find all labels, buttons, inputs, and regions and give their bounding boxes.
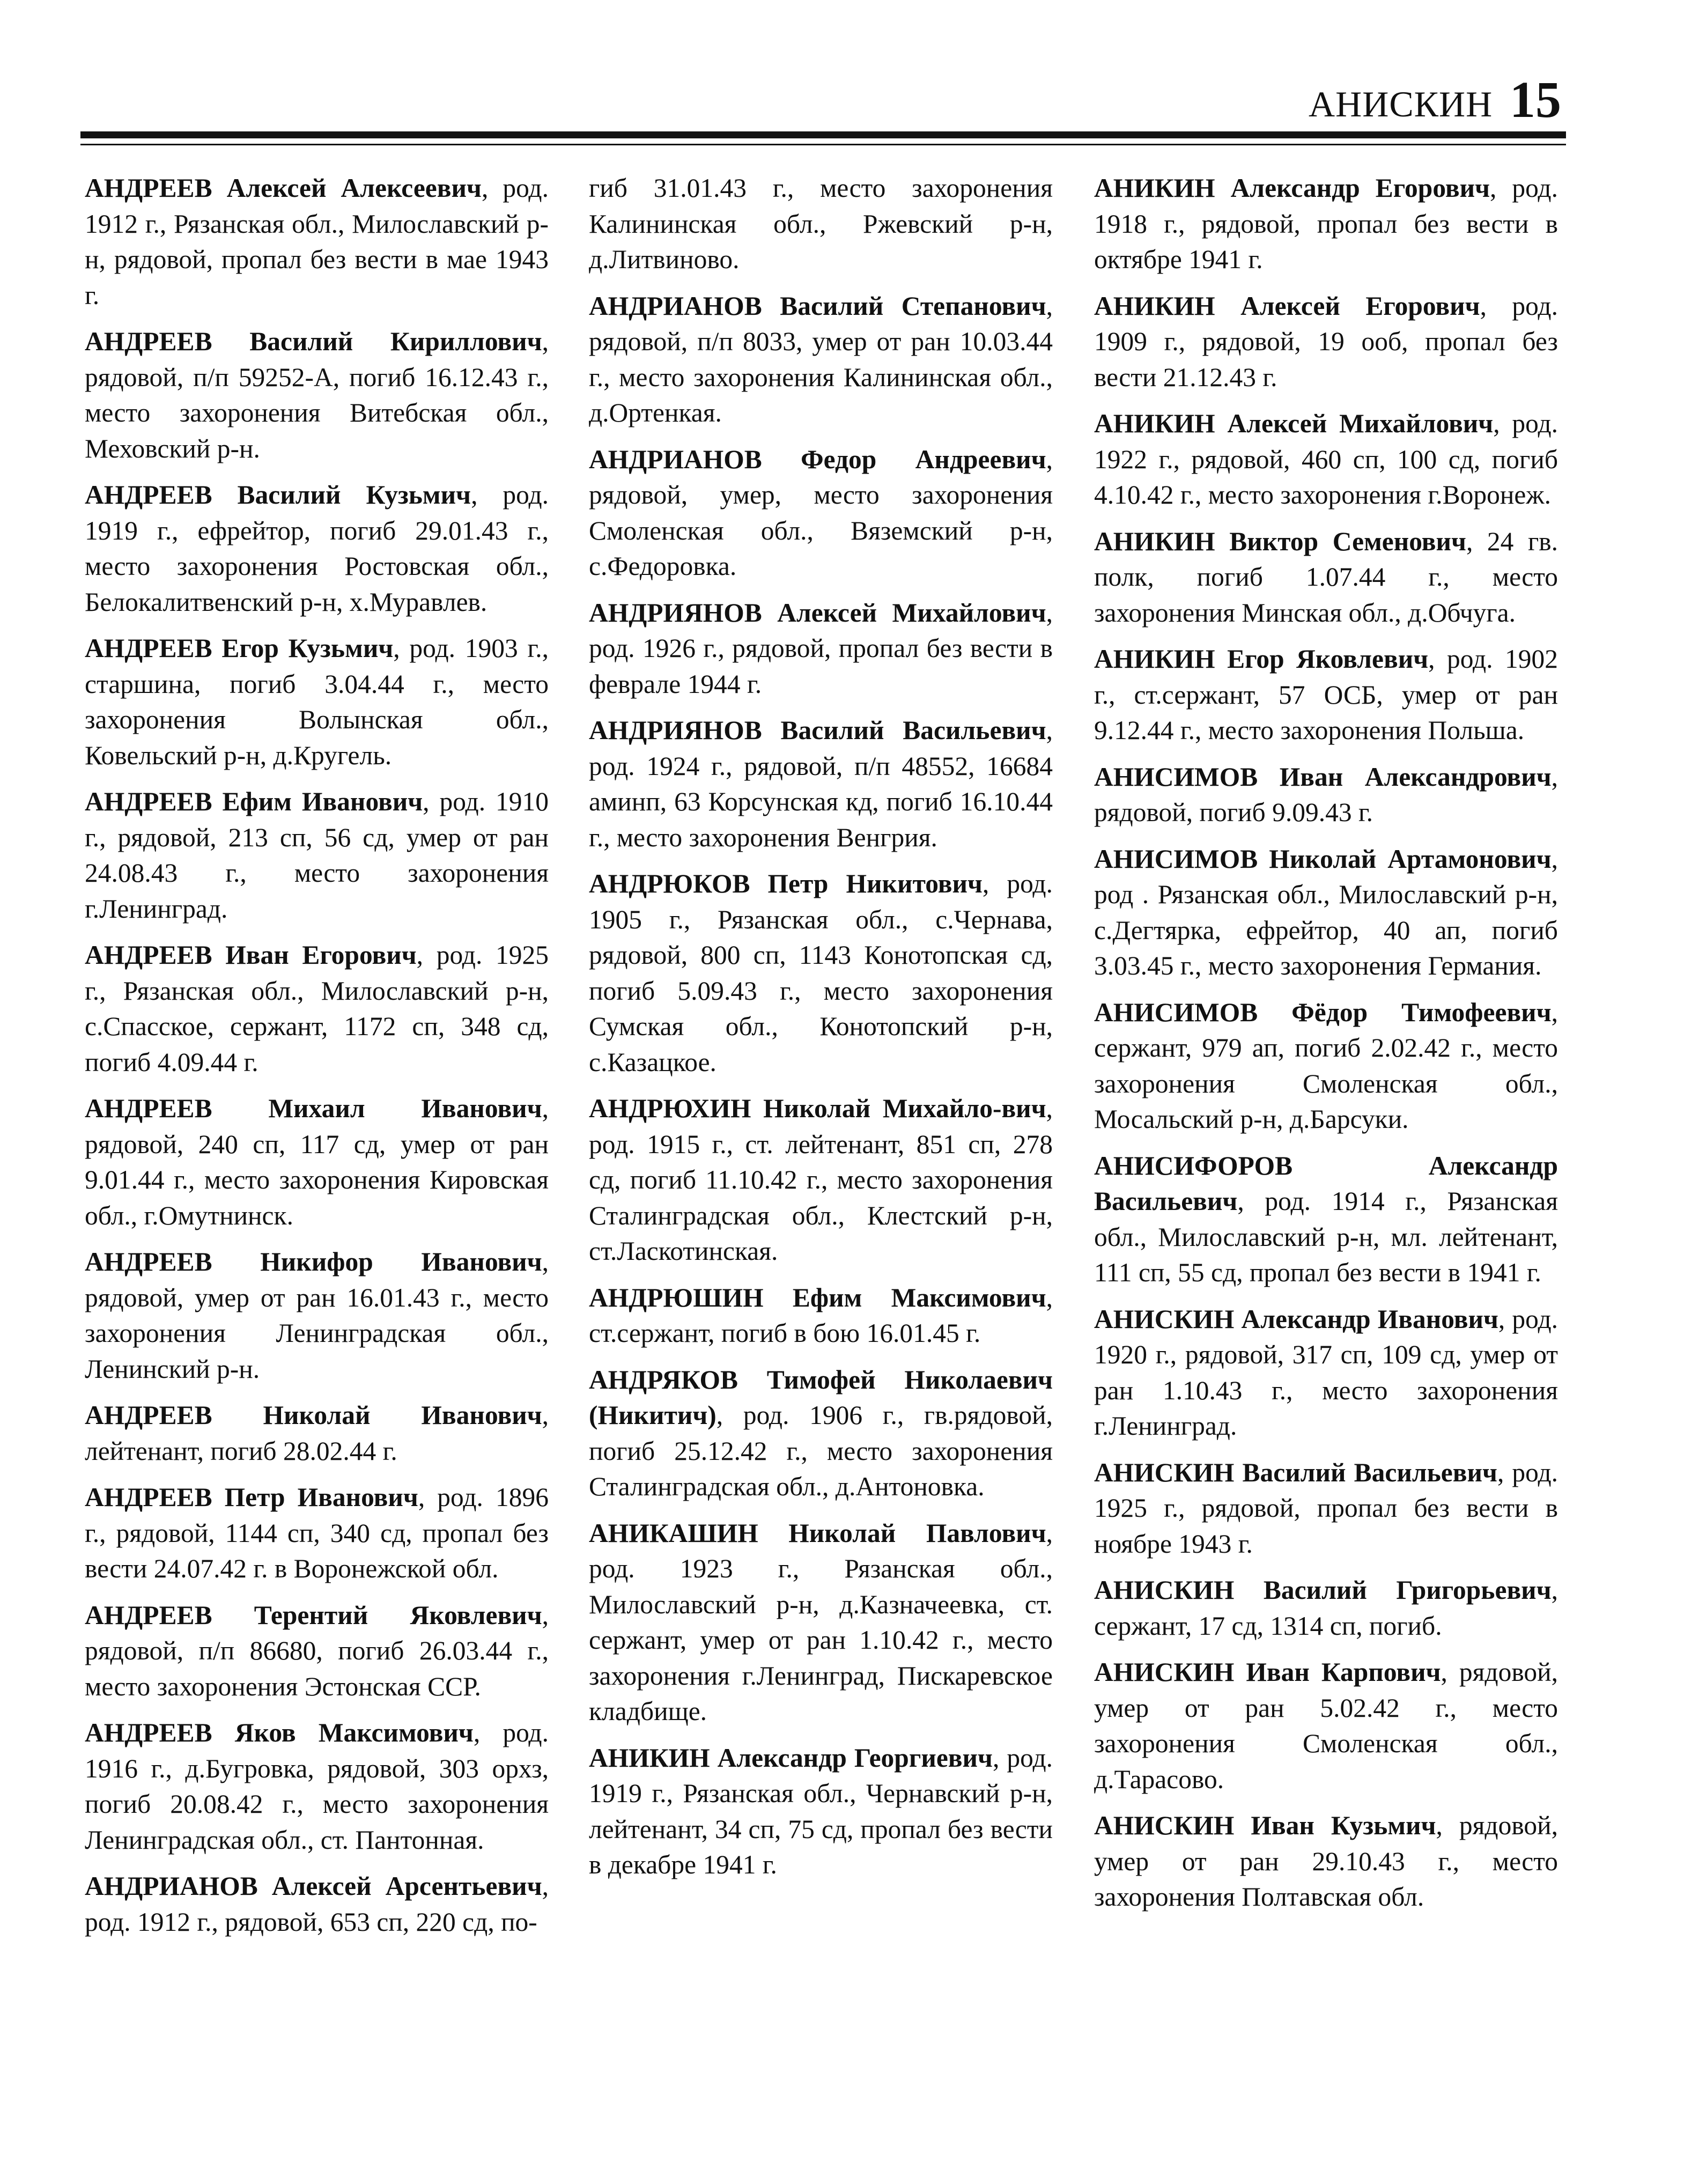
person-name: АНДРЕЕВ Алексей Алексеевич (85, 173, 482, 203)
list-item (1094, 1455, 1558, 1562)
record-details: , род. 1915 г., ст. лейтенант, 851 сп, 278 сд, погиб 11.10.42 г., место захоронения Сталинградская обл., Клестский р-н, ст.Ласкотинская. (589, 1094, 1053, 1266)
record-details: , род. 1922 г., рядовой, 460 сп, 100 сд, погиб 4.10.42 г., место захоронения г.Воронеж. (1094, 409, 1558, 510)
header-rule-thin (80, 144, 1566, 145)
record-details: , род. 1920 г., рядовой, 317 сп, 109 сд, умер от ран 1.10.43 г., место захоронения г.Ленинград. (1094, 1304, 1558, 1441)
person-name: АНИСКИН Иван Карпович (1094, 1657, 1441, 1687)
record-details: , рядовой, п/п 86680, погиб 26.03.44 г., место захоронения Эстонская ССР. (85, 1600, 549, 1701)
person-name: АНИСИФОРОВ Александр Васильевич (1094, 1150, 1558, 1216)
record-details: , род. 1906 г., гв.рядовой, погиб 25.12.42 г., место захоронения Сталинградская обл., д.Антоновка. (589, 1400, 1053, 1501)
person-name: АНДРИАНОВ Федор Андреевич (589, 444, 1046, 474)
person-name: АНИКИН Алексей Егорович (1094, 291, 1480, 321)
person-name: АНДРЮХИН Николай Михайло-вич (589, 1094, 1046, 1123)
record-details: , род. 1912 г., рядовой, 653 сп, 220 сд, по- (85, 1871, 549, 1937)
person-name: АНДРИАНОВ Василий Степанович (589, 291, 1046, 321)
header-title: АНИСКИН (1309, 84, 1493, 124)
record-details: , род. 1896 г., рядовой, 1144 сп, 340 сд, пропал без вести 24.07.42 г. в Воронежской обл. (85, 1482, 549, 1583)
person-name: АНИКИН Егор Яковлевич (1094, 644, 1429, 674)
person-name: АНИСКИН Александр Иванович (1094, 1304, 1498, 1334)
list-item (85, 1715, 549, 1858)
person-name: АНИСИМОВ Иван Александрович (1094, 762, 1552, 792)
person-name: АНДРЕЕВ Яков Максимович (85, 1718, 474, 1747)
person-name: АНДРЕЕВ Михаил Иванович (85, 1094, 542, 1123)
record-details: , сержант, 17 сд, 1314 сп, погиб. (1094, 1575, 1558, 1641)
list-item (589, 713, 1053, 855)
column-2 (589, 171, 1053, 1894)
person-name: АНДРЕЕВ Петр Иванович (85, 1482, 418, 1512)
list-item (1094, 406, 1558, 513)
person-name: АНИКИН Алексей Михайлович (1094, 409, 1494, 438)
list-item (589, 1516, 1053, 1730)
person-name: АНИСКИН Василий Григорьевич (1094, 1575, 1552, 1605)
record-details: , род. 1909 г., рядовой, 19 ооб, пропал без вести 21.12.43 г. (1094, 291, 1558, 392)
person-name: АНДРИЯНОВ Алексей Михайлович (589, 597, 1046, 628)
list-item (85, 1244, 549, 1387)
person-name: АНИКАШИН Николай Павлович (589, 1518, 1046, 1548)
list-item (1094, 995, 1558, 1138)
record-details: , род. 1905 г., Рязанская обл., с.Чернава, рядовой, 800 сп, 1143 Конотопская сд, погиб 5.09.43 г., место захоронения Сумская обл., Конотопский р-н, с.Казацкое. (589, 869, 1053, 1077)
record-details: , род. 1925 г., Рязанская обл., Милославский р-н, с.Спасское, сержант, 1172 сп, 348 сд, погиб 4.09.44 г. (85, 940, 549, 1077)
list-item (85, 1398, 549, 1469)
list-item (589, 289, 1053, 431)
list-item (1094, 759, 1558, 831)
record-details: , род. 1919 г., Рязанская обл., Чернавский р-н, лейтенант, 34 сп, 75 сд, пропал без вести в декабре 1941 г. (589, 1743, 1053, 1879)
record-details: , род. 1926 г., рядовой, пропал без вести в феврале 1944 г. (589, 597, 1053, 699)
header-rule-thick (80, 131, 1566, 138)
list-item (85, 1480, 549, 1587)
person-name: АНИСИМОВ Фёдор Тимофеевич (1094, 997, 1552, 1027)
list-item (1094, 524, 1558, 631)
record-details: , род. 1923 г., Рязанская обл., Милославский р-н, д.Казначеевка, ст. сержант, умер от ран 1.10.42 г., место захоронения г.Ленинград, Пискаревское кладбище. (589, 1518, 1053, 1726)
person-name: АНДРЕЕВ Василий Кузьмич (85, 480, 471, 510)
list-item (1094, 1655, 1558, 1797)
person-name: АНИКИН Александр Георгиевич (589, 1743, 993, 1773)
person-name: АНДРЮКОВ Петр Никитович (589, 869, 983, 898)
list-item (1094, 842, 1558, 984)
list-item (589, 442, 1053, 585)
record-details: , рядовой, погиб 9.09.43 г. (1094, 762, 1558, 827)
list-item (1094, 289, 1558, 396)
page-number: 15 (1510, 71, 1561, 128)
record-details: , род. 1903 г., старшина, погиб 3.04.44 г., место захоронения Волынская обл., Ковельский р-н, д.Кругель. (85, 633, 549, 770)
record-details: , лейтенант, погиб 28.02.44 г. (85, 1400, 549, 1466)
record-details: , рядовой, умер от ран 29.10.43 г., место захоронения Полтавская обл. (1094, 1811, 1558, 1912)
person-name: АНДРЕЕВ Терентий Яковлевич (85, 1600, 542, 1630)
person-name: АНИСКИН Василий Васильевич (1094, 1457, 1497, 1487)
list-item (589, 171, 1053, 278)
list-item (85, 1869, 549, 1940)
record-details: , род. 1918 г., рядовой, пропал без вести в октябре 1941 г. (1094, 173, 1558, 274)
person-name: АНИКИН Александр Егорович (1094, 173, 1490, 203)
list-item (85, 938, 549, 1080)
list-item (85, 324, 549, 467)
record-details: , род. 1910 г., рядовой, 213 сп, 56 сд, умер от ран 24.08.43 г., место захоронения г.Ленинград. (85, 787, 549, 924)
person-name: АНИСКИН Иван Кузьмич (1094, 1811, 1436, 1840)
person-name: АНДРЕЕВ Иван Егорович (85, 940, 417, 970)
person-name: АНИСИМОВ Николай Артамонович (1094, 844, 1552, 874)
record-details: , сержант, 979 ап, погиб 2.02.42 г., место захоронения Смоленская обл., Мосальский р-н, д.Барсуки. (1094, 997, 1558, 1134)
list-item (85, 631, 549, 773)
person-name: АНДРЯКОВ Тимофей Николаевич (Никитич) (589, 1364, 1053, 1430)
record-details: , род. 1902 г., ст.сержант, 57 ОСБ, умер от ран 9.12.44 г., место захоронения Польша. (1094, 644, 1558, 745)
person-name: АНДРИЯНОВ Василий Васильевич (589, 715, 1046, 745)
list-item (589, 595, 1053, 703)
record-details: , рядовой, умер от ран 16.01.43 г., место захоронения Ленинградская обл., Ленинский р-н. (85, 1247, 549, 1384)
column-1 (85, 171, 549, 1951)
person-name: АНДРЕЕВ Егор Кузьмич (85, 633, 394, 663)
person-name: АНДРЕЕВ Ефим Иванович (85, 787, 423, 816)
record-details: , род . Рязанская обл., Милославский р-н, с.Дегтярка, ефрейтор, 40 ап, погиб 3.03.45 г., место захоронения Германия. (1094, 844, 1558, 980)
list-item (589, 1091, 1053, 1270)
person-name: АНДРЮШИН Ефим Максимович (589, 1282, 1046, 1312)
list-item (1094, 1808, 1558, 1915)
record-details: , рядовой, п/п 8033, умер от ран 10.03.44 г., место захоронения Калининская обл., д.Ортенкая. (589, 291, 1053, 427)
record-details: , род. 1912 г., Рязанская обл., Милославский р-н, рядовой, пропал без вести в мае 1943 г. (85, 173, 549, 310)
record-details: , род. 1914 г., Рязанская обл., Милославский р-н, мл. лейтенант, 111 сп, 55 сд, пропал без вести в 1941 г. (1094, 1186, 1558, 1287)
record-details: , род. 1924 г., рядовой, п/п 48552, 16684 аминп, 63 Корсунская кд, погиб 16.10.44 г., место захоронения Венгрия. (589, 715, 1053, 852)
record-details: , рядовой, п/п 59252-А, погиб 16.12.43 г., место захоронения Витебская обл., Меховский р-н. (85, 327, 549, 463)
list-item (85, 477, 549, 620)
list-item (589, 1280, 1053, 1352)
record-details: , рядовой, умер от ран 5.02.42 г., место захоронения Смоленская обл., д.Тарасово. (1094, 1657, 1558, 1794)
person-name: АНДРИАНОВ Алексей Арсентьевич (85, 1871, 542, 1901)
list-item (1094, 1573, 1558, 1644)
list-item (85, 784, 549, 927)
list-item (1094, 171, 1558, 278)
list-item (589, 1740, 1053, 1883)
record-details: , род. 1919 г., ефрейтор, погиб 29.01.43 г., место захоронения Ростовская обл., Белокалитвенский р-н, х.Муравлев. (85, 480, 549, 617)
record-details: , род. 1925 г., рядовой, пропал без вести в ноябре 1943 г. (1094, 1457, 1558, 1559)
record-details: , ст.сержант, погиб в бою 16.01.45 г. (589, 1282, 1053, 1348)
list-item (85, 171, 549, 313)
list-item (589, 1362, 1053, 1505)
record-details: гиб 31.01.43 г., место захоронения Калининская обл., Ржевский р-н, д.Литвиново. (589, 173, 1053, 274)
person-name: АНИКИН Виктор Семенович (1094, 526, 1466, 556)
list-item (85, 1598, 549, 1705)
column-3 (1094, 171, 1558, 1926)
list-item (589, 866, 1053, 1080)
list-item (1094, 1148, 1558, 1291)
record-details: , 24 гв. полк, погиб 1.07.44 г., место захоронения Минская обл., д.Обчуга. (1094, 526, 1558, 628)
list-item (1094, 1302, 1558, 1444)
person-name: АНДРЕЕВ Василий Кириллович (85, 327, 542, 356)
person-name: АНДРЕЕВ Никифор Иванович (85, 1247, 542, 1277)
person-name: АНДРЕЕВ Николай Иванович (85, 1400, 542, 1430)
record-details: , рядовой, 240 сп, 117 сд, умер от ран 9.01.44 г., место захоронения Кировская обл., г.Омутнинск. (85, 1094, 549, 1230)
list-item (1094, 641, 1558, 749)
record-details: , род. 1916 г., д.Бугровка, рядовой, 303 орхз, погиб 20.08.42 г., место захоронения Ленинградская обл., ст. Пантонная. (85, 1718, 549, 1855)
list-item (85, 1091, 549, 1234)
record-details: , рядовой, умер, место захоронения Смоленская обл., Вяземский р-н, с.Федоровка. (589, 444, 1053, 581)
